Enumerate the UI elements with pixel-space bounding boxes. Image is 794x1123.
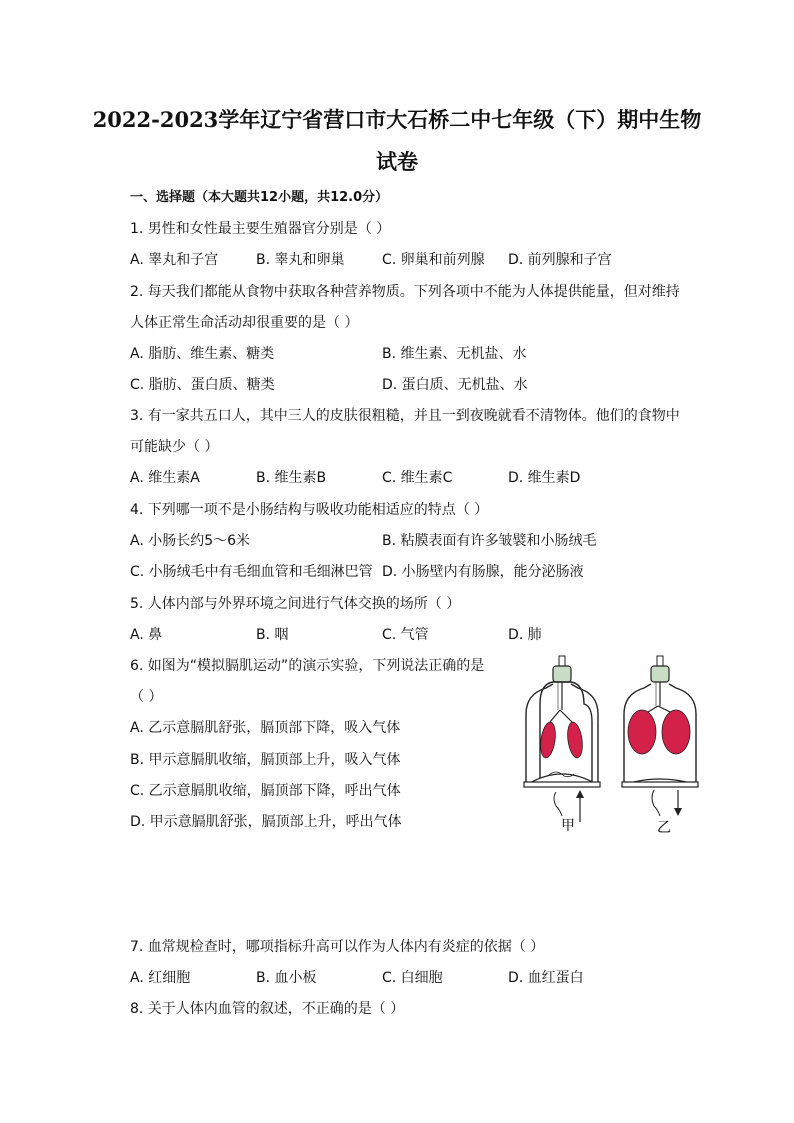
jar-jia bbox=[524, 656, 600, 822]
question-6-stem-line2: （ ） bbox=[130, 689, 163, 705]
question-1-stem: 1. 男性和女性最主要生殖器官分别是（ ） bbox=[130, 221, 391, 237]
section-heading: 一、选择题（本大题共12小题，共12.0分） bbox=[130, 190, 389, 205]
q5-option-c: C. 气管 bbox=[382, 627, 429, 643]
question-7-stem: 7. 血常规检查时，哪项指标升高可以作为人体内有炎症的依据（ ） bbox=[130, 939, 545, 955]
q3-option-d: D. 维生素D bbox=[508, 470, 581, 486]
q7-option-b: B. 血小板 bbox=[256, 970, 317, 986]
page-title-line2: 试卷 bbox=[376, 149, 418, 174]
question-3-stem-line2: 可能缺少（ ） bbox=[130, 439, 219, 455]
q3-option-c: C. 维生素C bbox=[382, 470, 453, 486]
q6-option-c: C. 乙示意膈肌收缩，膈顶部下降，呼出气体 bbox=[130, 783, 401, 799]
q3-option-b: B. 维生素B bbox=[256, 470, 327, 486]
q3-option-a: A. 维生素A bbox=[130, 470, 200, 486]
question-4-stem: 4. 下列哪一项不是小肠结构与吸收功能相适应的特点（ ） bbox=[130, 502, 489, 518]
question-6-stem: 6. 如图为“模拟膈肌运动”的演示实验，下列说法正确的是 bbox=[130, 658, 485, 674]
q5-option-b: B. 咽 bbox=[256, 627, 289, 643]
q4-option-a: A. 小肠长约5～6米 bbox=[130, 533, 251, 549]
q6-option-a: A. 乙示意膈肌舒张，膈顶部下降，吸入气体 bbox=[130, 720, 401, 736]
q1-option-d: D. 前列腺和子宫 bbox=[508, 252, 612, 268]
q7-option-a: A. 红细胞 bbox=[130, 970, 191, 986]
q6-option-d: D. 甲示意膈肌舒张，膈顶部上升，呼出气体 bbox=[130, 814, 402, 830]
q2-option-c: C. 脂肪、蛋白质、糖类 bbox=[130, 377, 275, 393]
question-2-stem-line2: 人体正常生命活动却很重要的是（ ） bbox=[130, 315, 359, 331]
q4-option-c: C. 小肠绒毛中有毛细血管和毛细淋巴管 bbox=[130, 564, 373, 580]
q5-option-a: A. 鼻 bbox=[130, 627, 163, 643]
q2-option-a: A. 脂肪、维生素、糖类 bbox=[130, 346, 275, 362]
q4-option-d: D. 小肠壁内有肠腺，能分泌肠液 bbox=[382, 564, 584, 580]
question-8-stem: 8. 关于人体内血管的叙述，不正确的是（ ） bbox=[130, 1001, 405, 1017]
q7-option-d: D. 血红蛋白 bbox=[508, 970, 584, 986]
page-title: 2022-2023学年辽宁省营口市大石桥二中七年级（下）期中生物 bbox=[92, 107, 702, 132]
label-yi: 乙 bbox=[657, 820, 671, 836]
question-5-stem: 5. 人体内部与外界环境之间进行气体交换的场所（ ） bbox=[130, 596, 461, 612]
question-3-stem: 3. 有一家共五口人，其中三人的皮肤很粗糙，并且一到夜晚就看不清物体。他们的食物中 bbox=[130, 408, 680, 424]
q1-option-b: B. 睾丸和卵巢 bbox=[256, 252, 345, 268]
label-jia: 甲 bbox=[561, 818, 575, 834]
q6-option-b: B. 甲示意膈肌收缩，膈顶部上升，吸入气体 bbox=[130, 752, 401, 768]
q2-option-b: B. 维生素、无机盐、水 bbox=[382, 346, 527, 362]
jar-yi bbox=[622, 656, 698, 816]
diaphragm-model-figure bbox=[520, 652, 710, 842]
q7-option-c: C. 白细胞 bbox=[382, 970, 443, 986]
q1-option-c: C. 卵巢和前列腺 bbox=[382, 252, 485, 268]
q5-option-d: D. 肺 bbox=[508, 627, 542, 643]
q1-option-a: A. 睾丸和子宫 bbox=[130, 252, 219, 268]
question-2-stem: 2. 每天我们都能从食物中获取各种营养物质。下列各项中不能为人体提供能量，但对维持 bbox=[130, 284, 680, 300]
q4-option-b: B. 粘膜表面有许多皱襞和小肠绒毛 bbox=[382, 533, 597, 549]
q2-option-d: D. 蛋白质、无机盐、水 bbox=[382, 377, 528, 393]
